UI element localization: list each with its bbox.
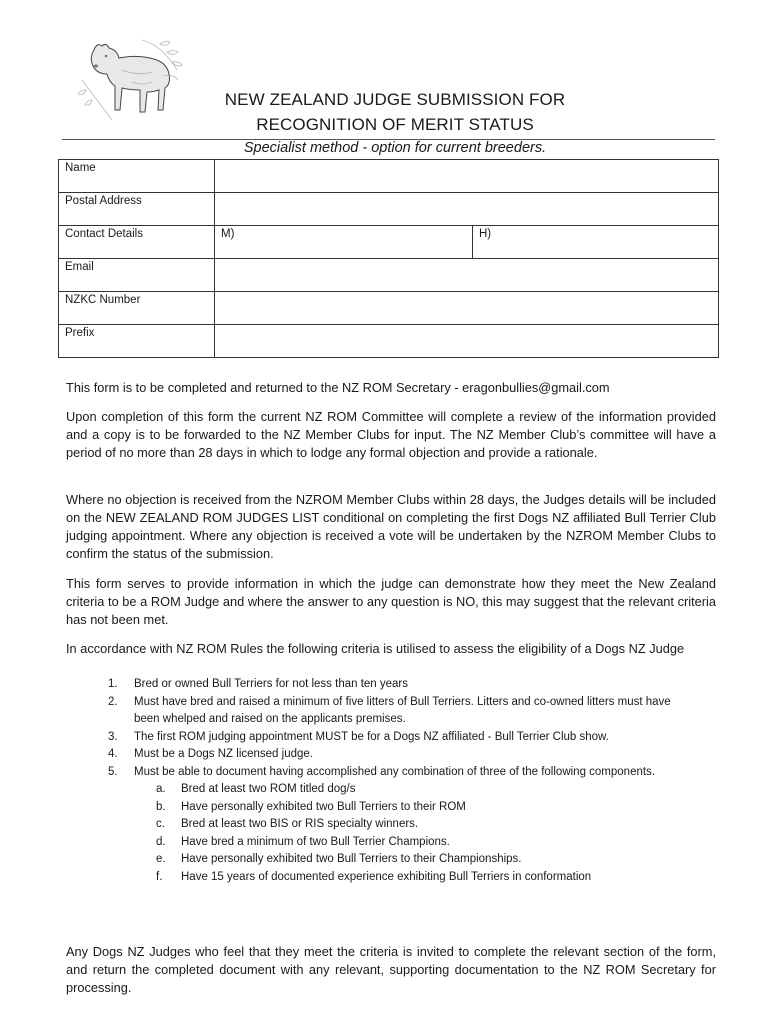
criteria-item: 4. Must be a Dogs NZ licensed judge. xyxy=(108,748,313,760)
component-item: b. Have personally exhibited two Bull Terriers to their ROM xyxy=(156,800,466,813)
contact-details-label: Contact Details xyxy=(59,226,215,259)
applicant-details-table xyxy=(58,159,719,358)
review-process-text: Upon completion of this form the current NZ ROM Committee will complete a review of the information provided and a copy is to be forwarded to the NZ Member Clubs for input. The NZ Member Club’s committee will have a period of no more than 28 days in which to lodge any formal objection and provide a rationale. xyxy=(66,409,716,460)
criteria-item: 5. Must be able to document having accomplished any combination of three of the following components. a. Bred at least two ROM titled dog/s b. Have personally exhibited two Bull Terriers to their ROM c. Bred at least two BIS or RIS specialty winners. d. Have bred a minimum of two Bull Terrier Champions. e. Have personally exhibited two Bull Terriers to their Championships. f. Have 15 years of documented experience exhibiting Bull Terriers in conformation xyxy=(108,764,698,887)
return-instructions-text: This form is to be completed and returned to the NZ ROM Secretary - eragonbullies@gmail.com xyxy=(66,380,610,395)
criteria-list xyxy=(108,676,698,886)
component-item: e. Have personally exhibited two Bull Terriers to their Championships. xyxy=(156,853,522,865)
prefix-row xyxy=(59,325,719,358)
objection-process-text: Where no objection is received from the NZROM Member Clubs within 28 days, the Judges details will be included on the NEW ZEALAND ROM JUDGES LIST conditional on completing the first Dogs NZ affiliated Bull Terrier Club judging appointment. Where any objection is received a vote will be undertaken by the NZROM Member Clubs to confirm the status of the submission. xyxy=(66,492,716,561)
closing-invitation-text: Any Dogs NZ Judges who feel that they meet the criteria is invited to complete the relevant section of the form, and return the completed document with any relevant, supporting documentation to the NZ ROM Secretary for processing. xyxy=(66,944,716,995)
name-label: Name xyxy=(59,160,215,193)
components-list xyxy=(156,781,698,886)
mobile-phone-field[interactable]: M) xyxy=(215,226,473,259)
component-item: d. Have bred a minimum of two Bull Terrier Champions. xyxy=(156,835,450,848)
contact-details-row xyxy=(59,226,719,259)
name-field[interactable] xyxy=(215,160,719,193)
name-row xyxy=(59,160,719,193)
form-purpose-text: This form serves to provide information in which the judge can demonstrate how they meet the New Zealand criteria to be a ROM Judge and where the answer to any question is NO, this may suggest that the relevant criteria has not been met. xyxy=(66,576,716,627)
postal-address-field[interactable] xyxy=(215,193,719,226)
page-title-line1: NEW ZEALAND JUDGE SUBMISSION FOR xyxy=(224,90,566,109)
component-item: f. Have 15 years of documented experience exhibiting Bull Terriers in conformation xyxy=(156,870,592,883)
postal-address-label: Postal Address xyxy=(59,193,215,226)
nzkc-number-field[interactable] xyxy=(215,292,719,325)
page-title-line2: RECOGNITION OF MERIT STATUS xyxy=(256,115,534,134)
prefix-field[interactable] xyxy=(215,325,719,358)
nzkc-number-label: NZKC Number xyxy=(59,292,215,325)
component-item: a. Bred at least two ROM titled dog/s xyxy=(156,783,356,795)
home-phone-field[interactable]: H) xyxy=(473,226,719,259)
email-field[interactable] xyxy=(215,259,719,292)
criteria-item: 3. The first ROM judging appointment MUST be for a Dogs NZ affiliated - Bull Terrier Club show. xyxy=(108,730,609,743)
criteria-item: 1. Bred or owned Bull Terriers for not less than ten years xyxy=(108,678,409,690)
nzkc-number-row xyxy=(59,292,719,325)
postal-address-row xyxy=(59,193,719,226)
criteria-intro-text: In accordance with NZ ROM Rules the following criteria is utilised to assess the eligibility of a Dogs NZ Judge xyxy=(66,641,685,656)
email-row xyxy=(59,259,719,292)
page-subtitle: Specialist method - option for current breeders. xyxy=(243,140,547,156)
prefix-label: Prefix xyxy=(59,325,215,358)
component-item: c. Bred at least two BIS or RIS specialty winners. xyxy=(156,818,419,830)
criteria-item: 2. Must have bred and raised a minimum of five litters of Bull Terriers. Litters and co-owned litters must have been whelped and raised on the applicants premises. xyxy=(108,695,671,725)
email-label: Email xyxy=(59,259,215,292)
